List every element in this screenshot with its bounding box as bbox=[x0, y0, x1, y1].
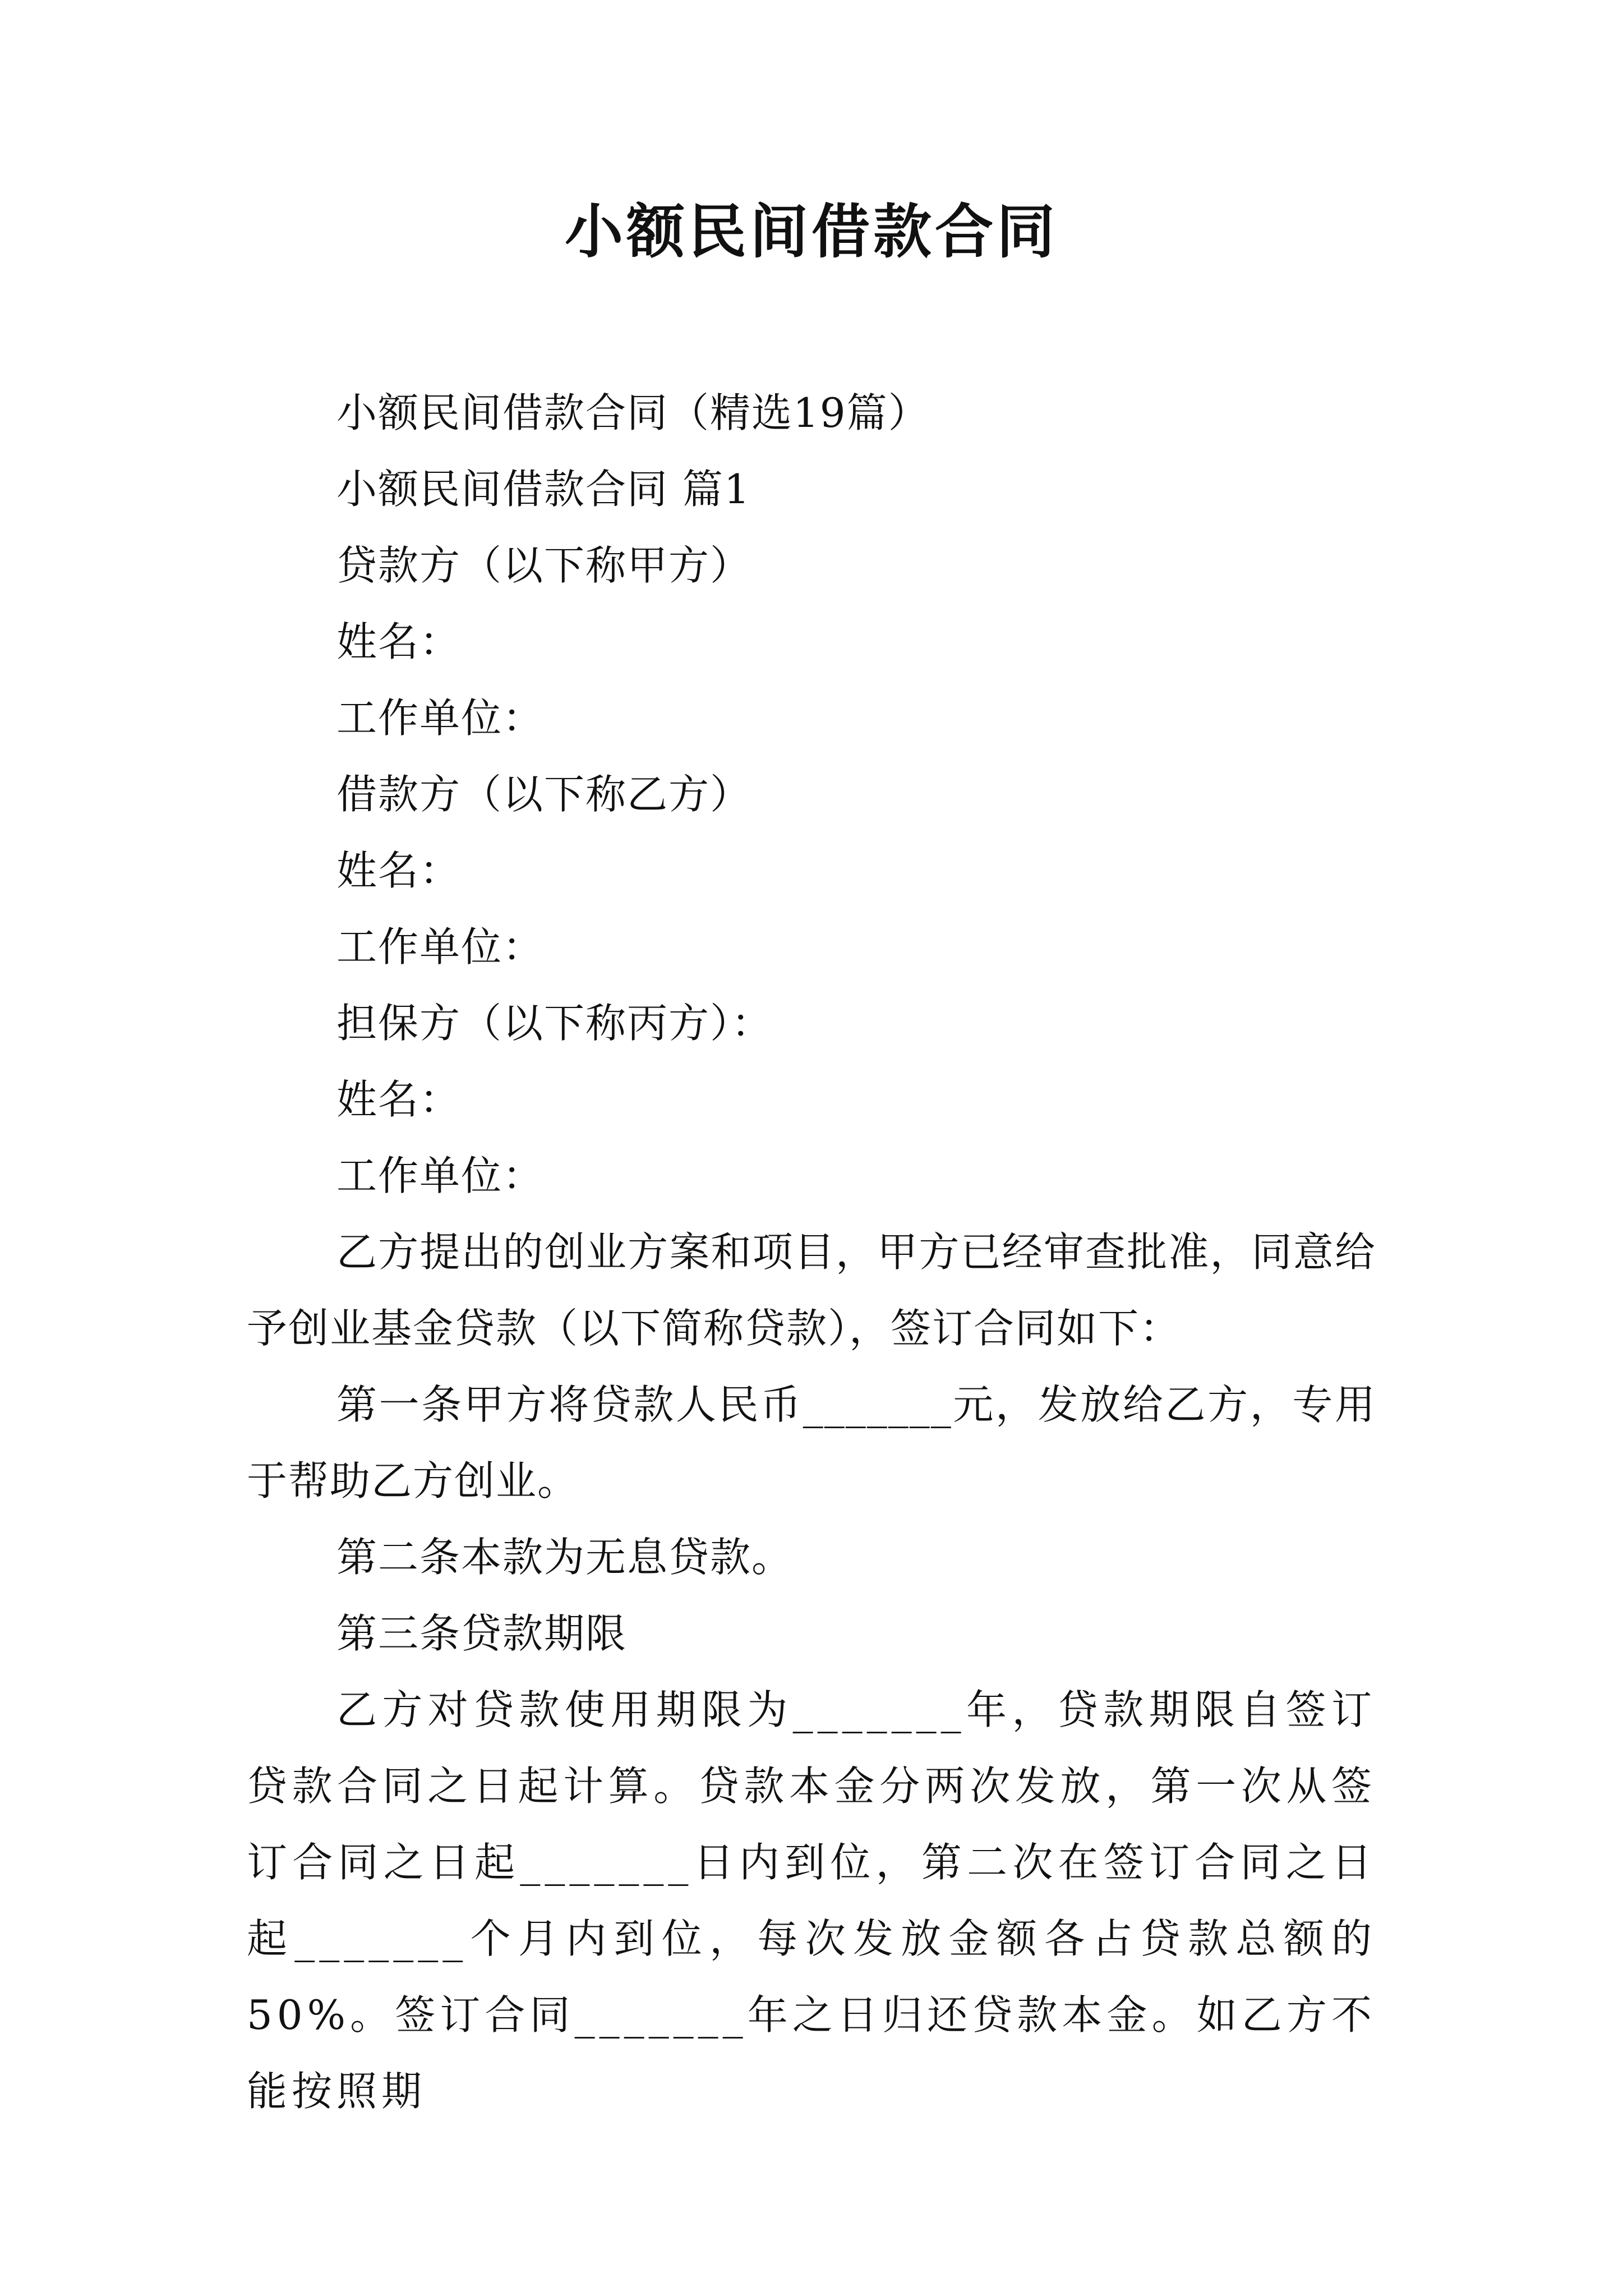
paragraph-borrower-employer: 工作单位： bbox=[336, 923, 545, 970]
paragraph-lender-employer: 工作单位： bbox=[336, 694, 545, 742]
paragraph-preamble: 乙方提出的创业方案和项目，甲方已经审查批准，同意给予创业基金贷款（以下简称贷款），签订合同如下： bbox=[247, 1228, 1376, 1352]
paragraph-lender-name: 姓名： bbox=[336, 618, 462, 665]
paragraph-article-2: 第二条本款为无息贷款。 bbox=[336, 1534, 794, 1581]
paragraph-section-heading: 小额民间借款合同 篇1 bbox=[336, 466, 751, 513]
paragraph-article-3-body: 乙方对贷款使用期限为_______年，贷款期限自签订贷款合同之日起计算。贷款本金分两次发放，第一次从签订合同之日起_______日内到位，第二次在签订合同之日起_______个月内到位，每次发放金额各占贷款总额的50%。签订合同_______年之日归还贷款本金。如乙方不能按照期 bbox=[247, 1686, 1376, 2115]
paragraph-article-1: 第一条甲方将贷款人民币_______元，发放给乙方，专用于帮助乙方创业。 bbox=[247, 1381, 1376, 1504]
paragraph-guarantor-employer: 工作单位： bbox=[336, 1152, 545, 1199]
paragraph-subtitle: 小额民间借款合同（精选19篇） bbox=[336, 389, 930, 436]
paragraph-guarantor: 担保方（以下称丙方）： bbox=[336, 1000, 773, 1047]
paragraph-borrower-name: 姓名： bbox=[336, 847, 462, 894]
paragraph-guarantor-name: 姓名： bbox=[336, 1076, 462, 1123]
paragraph-borrower: 借款方（以下称乙方） bbox=[336, 771, 752, 818]
document-title: 小额民间借款合同 bbox=[564, 197, 1058, 266]
paragraph-article-3-heading: 第三条贷款期限 bbox=[336, 1610, 628, 1657]
paragraph-lender: 贷款方（以下称甲方） bbox=[336, 542, 752, 589]
document-body bbox=[247, 375, 1376, 2129]
